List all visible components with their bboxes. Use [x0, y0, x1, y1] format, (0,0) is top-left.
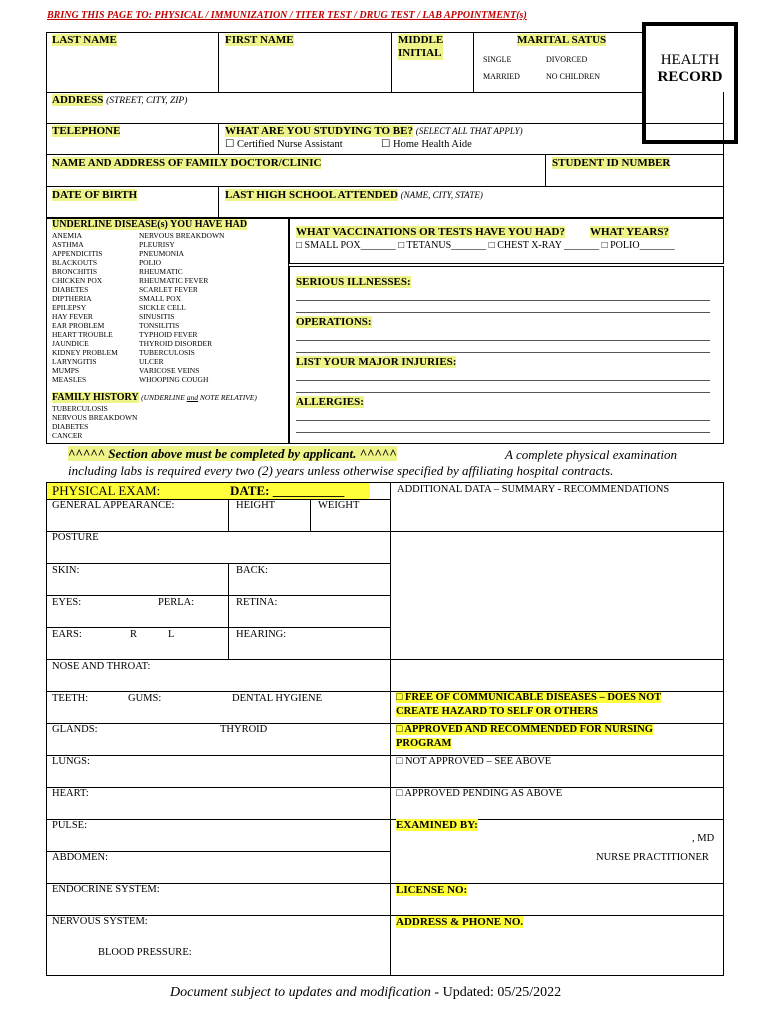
disease-item[interactable]: MUMPS [52, 366, 80, 375]
address-label: ADDRESS (STREET, CITY, ZIP) [52, 94, 188, 106]
diseases-col2 [139, 231, 224, 384]
pulse-field[interactable]: PULSE: [52, 820, 88, 831]
table-rule [390, 659, 724, 660]
disease-item[interactable]: CHICKEN POX [52, 276, 103, 285]
disease-item[interactable]: DIABETES [52, 285, 89, 294]
ear-right[interactable]: R [130, 629, 138, 640]
approved-pending-option[interactable]: □ APPROVED PENDING AS ABOVE [396, 788, 563, 799]
disease-item[interactable]: MEASLES [52, 375, 87, 384]
bring-notice: BRING THIS PAGE TO: PHYSICAL / IMMUNIZATION / TITER TEST / DRUG TEST / LAB APPOINTMENT(s) [47, 10, 527, 21]
disease-item[interactable]: SMALL POX [139, 294, 182, 303]
vaccines-years: WHAT YEARS? [590, 226, 669, 238]
abdomen-field[interactable]: ABDOMEN: [52, 852, 109, 863]
gums-field[interactable]: GUMS: [128, 693, 162, 704]
first-name-label: FIRST NAME [225, 34, 294, 46]
divorced-option[interactable]: DIVORCED [546, 55, 588, 64]
table-rule [46, 595, 391, 596]
license-label: LICENSE NO: [396, 884, 468, 896]
endocrine-field[interactable]: ENDOCRINE SYSTEM: [52, 884, 160, 895]
married-option[interactable]: MARRIED [483, 72, 520, 81]
family-doctor-label: NAME AND ADDRESS OF FAMILY DOCTOR/CLINIC [52, 157, 322, 169]
nervous-system-field[interactable]: NERVOUS SYSTEM: [52, 916, 148, 927]
injuries-label: LIST YOUR MAJOR INJURIES: [296, 356, 457, 368]
vaccines-title: WHAT VACCINATIONS OR TESTS HAVE YOU HAD? [296, 226, 565, 238]
disease-item[interactable]: POLIO [139, 258, 162, 267]
disease-item[interactable]: ASTHMA [52, 240, 84, 249]
free-communicable-option[interactable]: □ FREE OF COMMUNICABLE DISEASES – DOES NOT CREATE HAZARD TO SELF OR OTHERS [396, 692, 662, 717]
disease-item[interactable]: WHOOPING COUGH [139, 375, 209, 384]
disease-item[interactable]: PLEURISY [139, 240, 175, 249]
family-history-label: FAMILY HISTORY (UNDERLINE and NOTE RELATIVE) [52, 392, 257, 403]
thyroid-field[interactable]: THYROID [220, 724, 268, 735]
table-rule [46, 819, 391, 820]
additional-data-label: ADDITIONAL DATA – SUMMARY - RECOMMENDATIONS [397, 484, 670, 495]
high-school-label: LAST HIGH SCHOOL ATTENDED (NAME, CITY, STATE) [225, 189, 483, 201]
disease-item[interactable]: NERVOUS BREAKDOWN [139, 231, 225, 240]
disease-item[interactable]: HAY FEVER [52, 312, 93, 321]
diseases-title: UNDERLINE DISEASE(s) YOU HAVE HAD [52, 219, 248, 230]
allergies-label: ALLERGIES: [296, 396, 364, 408]
history-box[interactable] [289, 266, 724, 444]
disease-item[interactable]: BLACKOUTS [52, 258, 98, 267]
disease-item[interactable]: BRONCHITIS [52, 267, 98, 276]
perla-field[interactable]: PERLA: [158, 597, 195, 608]
glands-field[interactable]: GLANDS: [52, 724, 98, 735]
notice-line2: including labs is required every two (2) years unless otherwise specified by affiliating hospital contracts. [68, 463, 614, 478]
disease-item[interactable]: RHEUMATIC [139, 267, 183, 276]
disease-item[interactable]: SICKLE CELL [139, 303, 186, 312]
single-option[interactable]: SINGLE [483, 55, 512, 64]
applicant-notice: ^^^^^ Section above must be completed by applicant. ^^^^^ [68, 446, 397, 461]
heart-field[interactable]: HEART: [52, 788, 89, 799]
studying-label: WHAT ARE YOU STUDYING TO BE? (SELECT ALL THAT APPLY) [225, 125, 523, 137]
md-label: , MD [692, 833, 715, 844]
health-record-line1: HEALTH [660, 52, 720, 68]
disease-item[interactable]: ULCER [139, 357, 164, 366]
teeth-field[interactable]: TEETH: [52, 693, 89, 704]
ears-field[interactable]: EARS: [52, 629, 82, 640]
dental-hygiene-field[interactable]: DENTAL HYGIENE [232, 693, 323, 704]
diseases-col1 [52, 231, 118, 384]
complete-exam-notice: A complete physical examination [505, 447, 677, 462]
student-id-label: STUDENT ID NUMBER [552, 157, 671, 169]
exam-date-label[interactable]: DATE: ___________ [230, 483, 345, 498]
vaccines-line[interactable]: □ SMALL POX_______ □ TETANUS_______ □ CHEST X-RAY _______ □ POLIO_______ [296, 240, 675, 251]
disease-item[interactable]: APPENDICITIS [52, 249, 103, 258]
disease-item[interactable]: DIPTHERIA [52, 294, 92, 303]
examined-by-label: EXAMINED BY: [396, 819, 478, 831]
disease-item[interactable]: KIDNEY PROBLEM [52, 348, 118, 357]
table-rule [46, 627, 391, 628]
telephone-label: TELEPHONE [52, 125, 121, 137]
disease-item[interactable]: HEART TROUBLE [52, 330, 113, 339]
serious-illnesses-label: SERIOUS ILLNESSES: [296, 276, 411, 288]
lungs-field[interactable]: LUNGS: [52, 756, 90, 767]
nurse-practitioner-label: NURSE PRACTITIONER [596, 852, 709, 863]
operations-label: OPERATIONS: [296, 316, 372, 328]
dob-label: DATE OF BIRTH [52, 189, 138, 201]
disease-item[interactable]: PNEUMONIA [139, 249, 184, 258]
ear-left[interactable]: L [168, 629, 175, 640]
table-rule [46, 755, 391, 756]
approved-option[interactable]: □ APPROVED AND RECOMMENDED FOR NURSING PROGRAM [396, 724, 653, 749]
disease-item[interactable]: TYPHOID FEVER [139, 330, 198, 339]
table-rule [46, 563, 391, 564]
disease-item[interactable]: SCARLET FEVER [139, 285, 198, 294]
family-history-item[interactable]: CANCER [52, 431, 83, 440]
not-approved-option[interactable]: □ NOT APPROVED – SEE ABOVE [396, 756, 552, 767]
health-record-line2: RECORD [657, 69, 723, 85]
family-history-items [52, 404, 137, 440]
disease-item[interactable]: ANEMIA [52, 231, 82, 240]
disease-item[interactable]: THYROID DISORDER [139, 339, 213, 348]
disease-item[interactable]: TONSILITIS [139, 321, 180, 330]
eyes-field[interactable]: EYES: [52, 597, 82, 608]
disease-item[interactable]: JAUNDICE [52, 339, 89, 348]
physical-exam-label: PHYSICAL EXAM: [52, 483, 161, 498]
blood-pressure-field[interactable]: BLOOD PRESSURE: [98, 947, 192, 958]
cna-checkbox[interactable]: ☐ Certified Nurse Assistant [225, 139, 343, 150]
footer: Document subject to updates and modification - Updated: 05/25/2022 [170, 985, 562, 1000]
disease-item[interactable]: EPILEPSY [52, 303, 87, 312]
table-rule [46, 659, 391, 660]
back-field[interactable]: BACK: [236, 565, 269, 576]
family-history-item[interactable]: DIABETES [52, 422, 89, 431]
disease-item[interactable]: SINUSITIS [139, 312, 175, 321]
no-children-option[interactable]: NO CHILDREN [546, 72, 600, 81]
posture-field[interactable]: POSTURE [52, 532, 99, 543]
skin-field[interactable]: SKIN: [52, 565, 80, 576]
nose-throat-field[interactable]: NOSE AND THROAT: [52, 661, 151, 672]
disease-item[interactable]: TUBERCULOSIS [139, 348, 195, 357]
table-rule [390, 531, 724, 532]
marital-status-label: MARITAL SATUS [517, 34, 607, 46]
last-name-label: LAST NAME [52, 34, 117, 46]
table-rule [46, 787, 391, 788]
weight-field[interactable]: WEIGHT [318, 500, 360, 511]
disease-item[interactable]: RHEUMATIC FEVER [139, 276, 209, 285]
height-field[interactable]: HEIGHT [236, 500, 276, 511]
family-history-item[interactable]: NERVOUS BREAKDOWN [52, 413, 138, 422]
family-history-item[interactable]: TUBERCULOSIS [52, 404, 108, 413]
disease-item[interactable]: LARYNGITIS [52, 357, 97, 366]
retina-field[interactable]: RETINA: [236, 597, 278, 608]
address-phone-label: ADDRESS & PHONE NO. [396, 916, 524, 928]
middle-initial-label: MIDDLE INITIAL [398, 34, 444, 59]
hha-checkbox[interactable]: ☐ Home Health Aide [381, 139, 472, 150]
general-appearance[interactable]: GENERAL APPEARANCE: [52, 500, 175, 511]
disease-item[interactable]: VARICOSE VEINS [139, 366, 200, 375]
hearing-field[interactable]: HEARING: [236, 629, 287, 640]
table-rule [46, 691, 391, 692]
disease-item[interactable]: EAR PROBLEM [52, 321, 105, 330]
